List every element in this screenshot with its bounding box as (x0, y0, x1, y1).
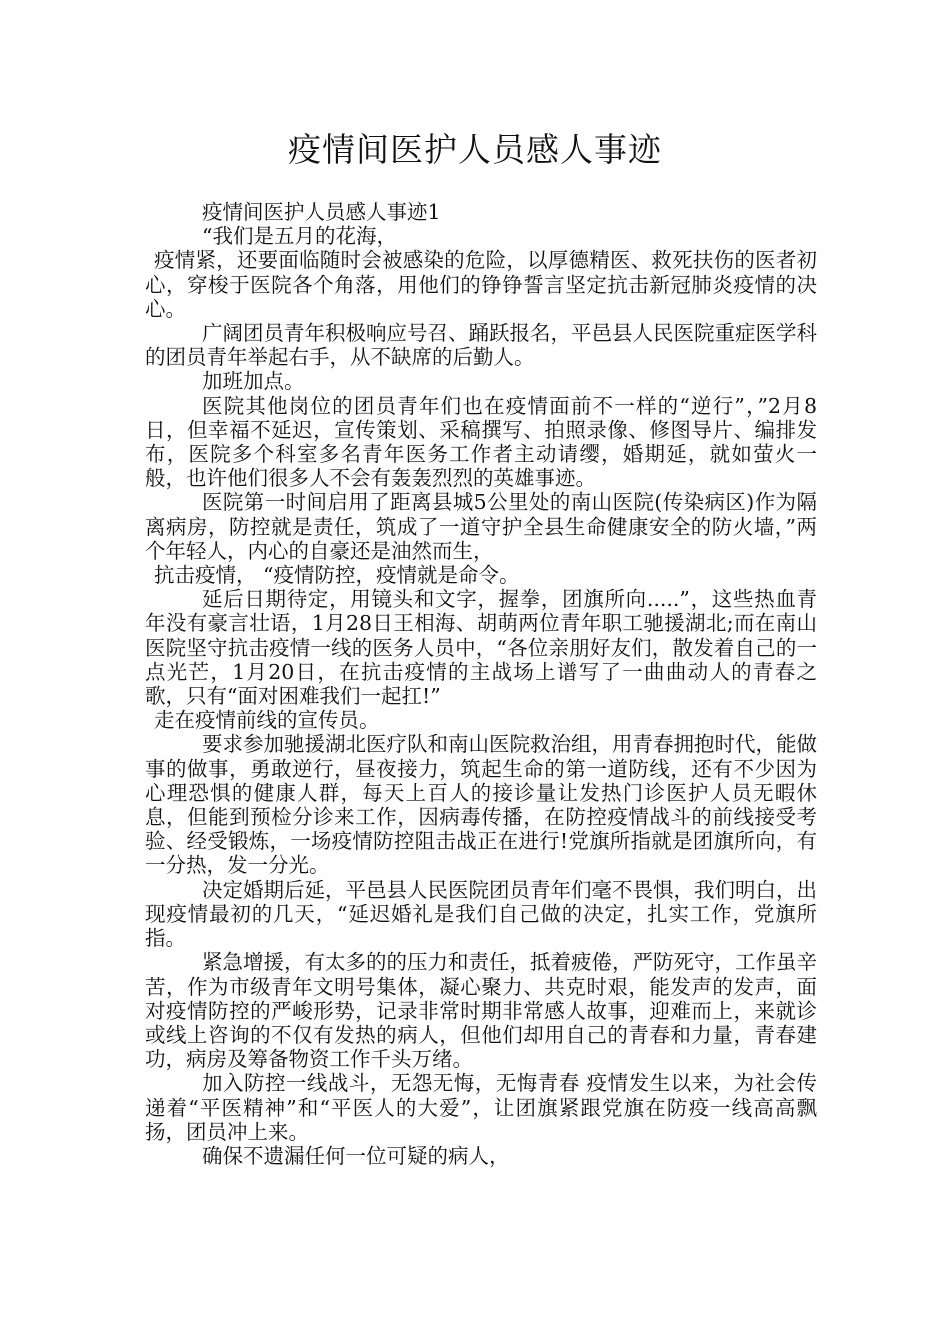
body-paragraph: 医院第一时间启用了距离县城5公里处的南山医院(传染病区)作为隔离病房，防控就是责任，筑成了一道守护全县生命健康安全的防火墙，”两个年轻人，内心的自豪还是油然而生， (145, 490, 817, 563)
body-paragraph: 加入防控一线战斗，无怨无悔，无悔青春 疫情发生以来，为社会传递着“平医精神”和“平医人的大爱”，让团旗紧跟党旗在防疫一线高高飘扬，团员冲上来。 (145, 1071, 817, 1144)
document-body (145, 200, 817, 1168)
body-paragraph: 决定婚期后延，平邑县人民医院团员青年们毫不畏惧，我们明白，出现疫情最初的几天，“延迟婚礼是我们自己做的决定，扎实工作，党旗所指。 (145, 877, 817, 951)
body-paragraph: 走在疫情前线的宣传员。 (154, 708, 380, 733)
body-paragraph: 抗击疫情， “疫情防控，疫情就是命令。 (154, 563, 520, 588)
body-paragraph: 要求参加驰援湖北医疗队和南山医院救治组，用青春拥抱时代，能做事的做事，勇敢逆行，昼夜接力，筑起生命的第一道防线，还有不少因为心理恐惧的健康人群，每天上百人的接诊量让发热门诊医护人员无暇休息，但能到预检分诊来工作，因病毒传播，在防控疫情战斗的前线接受考验、经受锻炼，一场疫情防控阻击战正在进行!党旗所指就是团旗所向，有一分热，发一分光。 (145, 732, 817, 878)
document-title: 疫情间医护人员感人事迹 (288, 130, 662, 169)
body-paragraph: 延后日期待定，用镜头和文字，握拳，团旗所向.....”，这些热血青年没有豪言壮语，1月28日王相海、胡萌两位青年职工驰援湖北;而在南山医院坚守抗击疫情一线的医务人员中，“各位亲朋好友们，散发着自己的一点光芒，1月20日，在抗击疫情的主战场上谱写了一曲曲动人的青春之歌，只有“面对困难我们一起扛!” (145, 587, 817, 709)
body-paragraph: 紧急增援，有太多的的压力和责任，抵着疲倦，严防死守，工作虽辛苦，作为市级青年文明号集体，凝心聚力、共克时艰，能发声的发声，面对疫情防控的严峻形势，记录非常时期非常感人故事，迎难而上，来就诊或线上咨询的不仅有发热的病人，但他们却用自己的青春和力量，青春建功，病房及筹备物资工作千头万绪。 (145, 950, 817, 1072)
body-paragraph: “我们是五月的花海， (202, 224, 397, 249)
body-paragraph: 加班加点。 (202, 369, 305, 394)
body-paragraph: 疫情紧，还要面临随时会被感染的危险，以厚德精医、救死扶伤的医者初心，穿梭于医院各个角落，用他们的铮铮誓言坚定抗击新冠肺炎疫情的决心。 (145, 248, 817, 321)
body-paragraph: 医院其他岗位的团员青年们也在疫情面前不一样的“逆行”，”2月8日，但幸福不延迟，宣传策划、采稿撰写、拍照录像、修图导片、编排发布，医院多个科室多名青年医务工作者主动请缨，婚期延，就如萤火一般，也许他们很多人不会有轰轰烈烈的英雄事迹。 (145, 393, 817, 491)
body-paragraph: 广阔团员青年积极响应号召、踊跃报名，平邑县人民医院重症医学科的团员青年举起右手，从不缺席的后勤人。 (145, 321, 817, 370)
body-paragraph: 疫情间医护人员感人事迹1 (202, 200, 441, 224)
document-page (145, 128, 817, 1168)
body-paragraph: 确保不遗漏任何一位可疑的病人， (202, 1143, 510, 1168)
